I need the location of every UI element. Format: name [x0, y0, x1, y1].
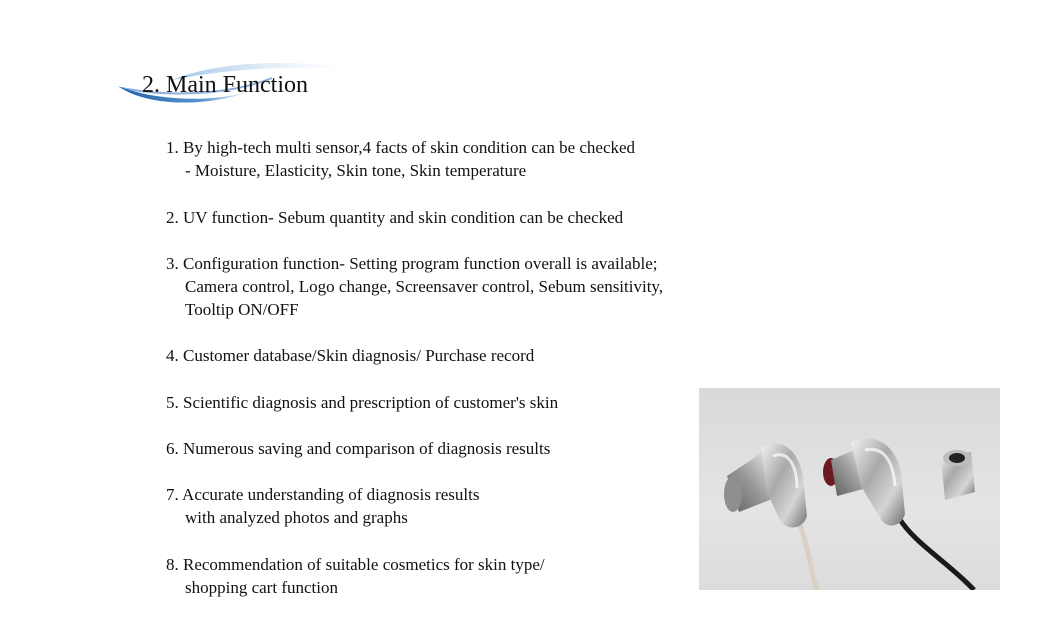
function-item-4-line-1: 4. Customer database/Skin diagnosis/ Purchase record	[166, 346, 535, 365]
function-item-3-line-3: Tooltip ON/OFF	[185, 300, 299, 319]
function-item-8-line-1: 8. Recommendation of suitable cosmetics for skin type/	[166, 555, 545, 574]
function-item-3-line-1: 3. Configuration function- Setting program function overall is available;	[166, 254, 658, 273]
function-item-3-line-2: Camera control, Logo change, Screensaver control, Sebum sensitivity,	[185, 277, 664, 296]
function-item-1-line-2: - Moisture, Elasticity, Skin tone, Skin temperature	[185, 161, 527, 180]
function-item-4	[166, 344, 534, 367]
function-item-8	[166, 553, 545, 599]
function-item-5	[166, 391, 558, 414]
function-item-7-line-1: 7. Accurate understanding of diagnosis results	[166, 485, 480, 504]
function-item-2-line-1: 2. UV function- Sebum quantity and skin condition can be checked	[166, 208, 624, 227]
function-item-5-line-1: 5. Scientific diagnosis and prescription of customer's skin	[166, 393, 559, 412]
function-item-6	[166, 437, 550, 460]
function-item-3	[166, 252, 663, 321]
function-item-1	[166, 136, 635, 182]
function-item-1-line-1: 1. By high-tech multi sensor,4 facts of skin condition can be checked	[166, 138, 636, 157]
device-illustration	[699, 388, 1000, 590]
function-item-7	[166, 483, 480, 529]
function-item-7-line-2: with analyzed photos and graphs	[185, 508, 408, 527]
function-item-2	[166, 206, 623, 229]
function-item-6-line-1: 6. Numerous saving and comparison of diagnosis results	[166, 439, 551, 458]
function-item-8-line-2: shopping cart function	[185, 578, 338, 597]
skin-analyzer-devices-photo	[699, 388, 1000, 590]
page-title: 2. Main Function	[142, 72, 308, 98]
